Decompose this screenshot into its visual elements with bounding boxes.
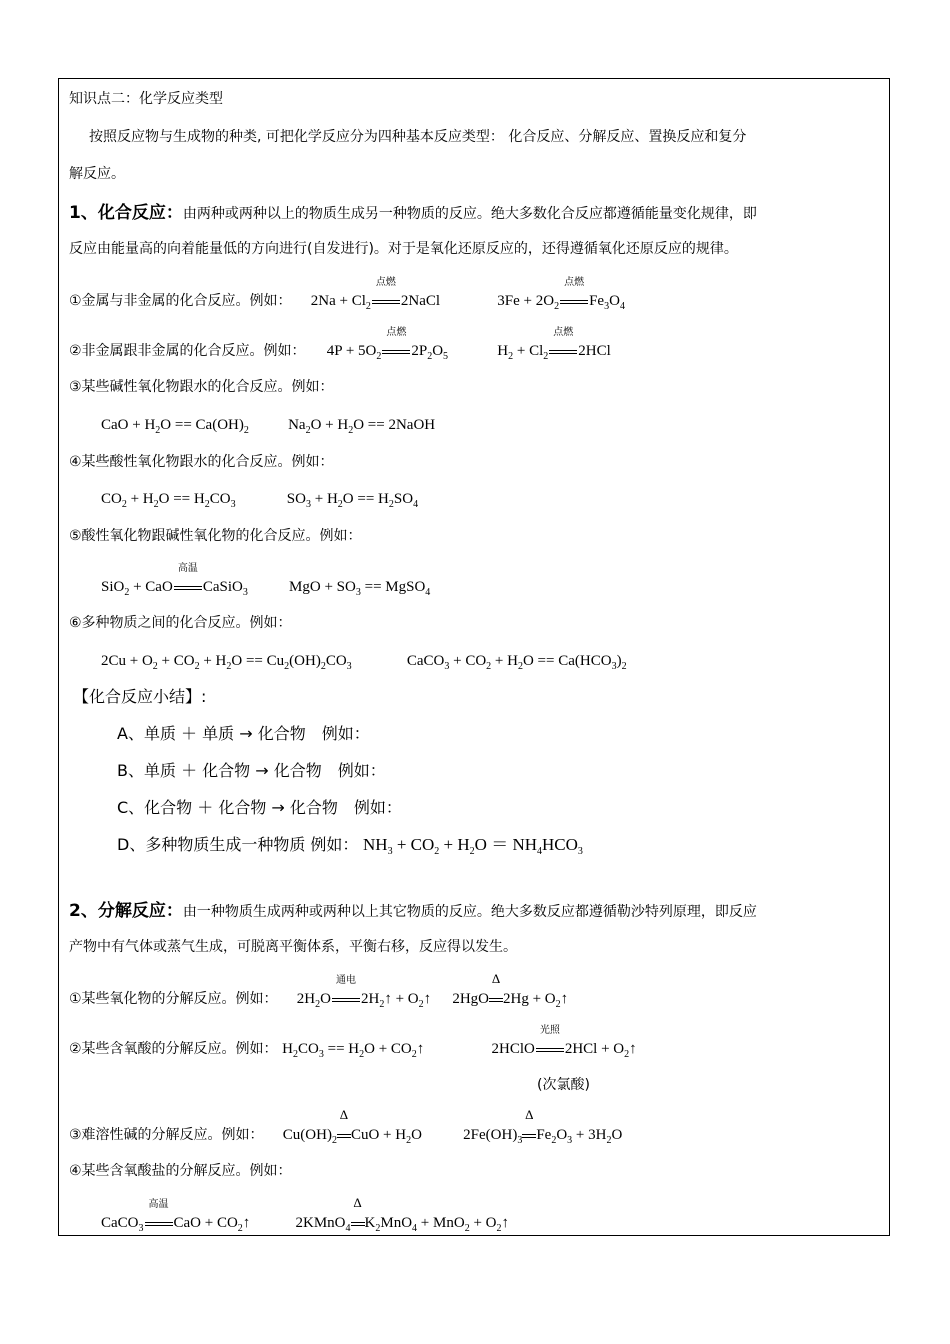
s1-item-2 [69,327,611,362]
equation: 2KMnO$_4$ Δ $K_2MnO_4 + MnO_2$ + $O_2↑$ [295,1195,509,1234]
equation: $2Fe(OH)_3$ Δ $Fe_2O_3 + 3H_2O$ [463,1107,623,1146]
equation: CaCO$_3$ + $CO_2 + H_2O == Ca(HCO_3)_2$ [406,653,627,672]
condition-label: 高温 [148,1199,169,1210]
condition-label: Δ [491,971,501,986]
s2-item-1-label: ①某些氧化物的分解反应。例如： [69,991,278,1007]
equation: $2Cu + O_2 + CO_2 + H_2O == Cu_2(OH)_2CO_3$ [101,653,352,672]
equation: $H_2 + Cl_2$ 点燃 2HCl [497,327,611,362]
s1-item-6-equations [101,651,627,671]
s2-item-2-label: ②某些含氧酸的分解反应。例如： [69,1041,278,1057]
equation: SiO$_2$ + CaO 高温 CaSiO$_3$ [101,563,248,598]
s2-desc-text: 由一种物质生成两种或两种以上其它物质的反应。绝大多数反应都遵循勒沙特列原理，即反应 [182,904,757,920]
equation: $Cu(OH)_2$ Δ CuO + $H_2O$ [282,1107,422,1146]
s1-heading: 1、化合反应： [69,203,183,223]
s1-item-2-label: ②非金属跟非金属的化合反应。例如： [69,343,306,359]
s1-item-5-equations [101,563,431,598]
condition-label: 通电 [335,975,356,986]
intro-line-2: 解反应。 [69,166,125,182]
section-title: 知识点二：化学反应类型 [69,91,223,107]
equation: $3Fe + 2O_2$ 点燃 $Fe_3O_4$ [497,277,625,312]
s1-item-5-label: ⑤酸性氧化物跟碱性氧化物的化合反应。例如： [69,528,362,544]
equation: CaO + $H_2O == Ca(OH)_2$ [101,417,249,436]
s1-item-3-equations [101,415,435,435]
summary-a: A、单质 ＋ 单质 → 化合物 例如： [117,724,370,743]
equation: $Na_2O + H_2O$ == 2NaOH [288,417,436,436]
condition-label: 点燃 [553,327,574,338]
s1-item-6-label: ⑥多种物质之间的化合反应。例如： [69,615,292,631]
equation: $2H_2O$ 通电 $2H_2↑$ + $O_2↑$ [296,975,432,1010]
condition-label: 高温 [177,563,198,574]
summary-d [117,835,583,856]
s2-item-2 [69,1025,637,1060]
equation: MgO + $SO_3$ == MgSO$_4$ [289,579,431,598]
intro-line-1: 按照反应物与生成物的种类, 可把化学反应分为四种基本反应类型： 化合反应、分解反应、置换反应和复分 [89,129,747,145]
condition-label: 点燃 [386,327,407,338]
condition-label: Δ [525,1107,534,1122]
s1-item-4-equations [101,489,418,509]
s2-item-1 [69,971,569,1010]
s2-item-4-label: ④某些含氧酸盐的分解反应。例如： [69,1163,292,1179]
condition-label: 点燃 [564,277,585,288]
condition-label: Δ [353,1195,362,1210]
s2-heading: 2、分解反应： [69,901,183,921]
equation: $4P + 5O_2$ 点燃 $2P_2O_5$ [326,327,449,362]
summary-d-label: D、多种物质生成一种物质 例如： [117,835,359,854]
s2-item-3-label: ③难溶性碱的分解反应。例如： [69,1127,264,1143]
equation: $H_2CO_3 == H_2O$ + $CO_2↑$ [282,1041,425,1060]
summary-title: 【化合反应小结】: [73,687,207,706]
document-frame [58,78,890,1236]
s2-item-4-equations [101,1195,509,1234]
s2-desc-line-1 [69,901,757,922]
s1-desc-line-1 [69,203,757,224]
equation: $2Na + Cl_2$ 点燃 2NaCl [310,277,441,312]
summary-c: C、化合物 ＋ 化合物 → 化合物 例如： [117,798,402,817]
s1-item-4-label: ④某些酸性氧化物跟水的化合反应。例如： [69,454,334,470]
summary-b: B、单质 ＋ 化合物 → 化合物 例如： [117,761,386,780]
s1-item-1 [69,277,625,312]
s1-desc-line-2: 反应由能量高的向着能量低的方向进行(自发进行)。对于是氧化还原反应的，还得遵循氧化还原反应的规律。 [69,241,738,257]
equation: $SO_3 + H_2O == H_2SO_4$ [286,491,419,510]
s1-item-1-label: ①金属与非金属的化合反应。例如： [69,293,292,309]
condition-label: 点燃 [375,277,396,288]
s2-item-3 [69,1107,623,1146]
condition-label: Δ [339,1107,349,1122]
equation: $CO_2 + H_2O == H_2CO_3$ [101,491,236,510]
s1-desc-text: 由两种或两种以上的物质生成另一种物质的反应。绝大多数化合反应都遵循能量变化规律，即 [182,206,757,222]
s2-item-2-note: (次氯酸) [537,1077,590,1093]
condition-label: 光照 [539,1025,560,1036]
equation: 2HgO Δ $2Hg + O_2↑$ [452,971,569,1010]
equation: 2HClO 光照 $2HCl + O_2↑$ [491,1025,637,1060]
equation: $NH_3 + CO_2 + H_2O = NH_4HCO_3$ [363,835,583,857]
equation: CaCO$_3$ 高温 CaO + $CO_2↑$ [101,1199,251,1234]
s1-item-3-label: ③某些碱性氧化物跟水的化合反应。例如： [69,379,334,395]
s2-desc-line-2: 产物中有气体或蒸气生成，可脱离平衡体系，平衡右移，反应得以发生。 [69,939,517,955]
